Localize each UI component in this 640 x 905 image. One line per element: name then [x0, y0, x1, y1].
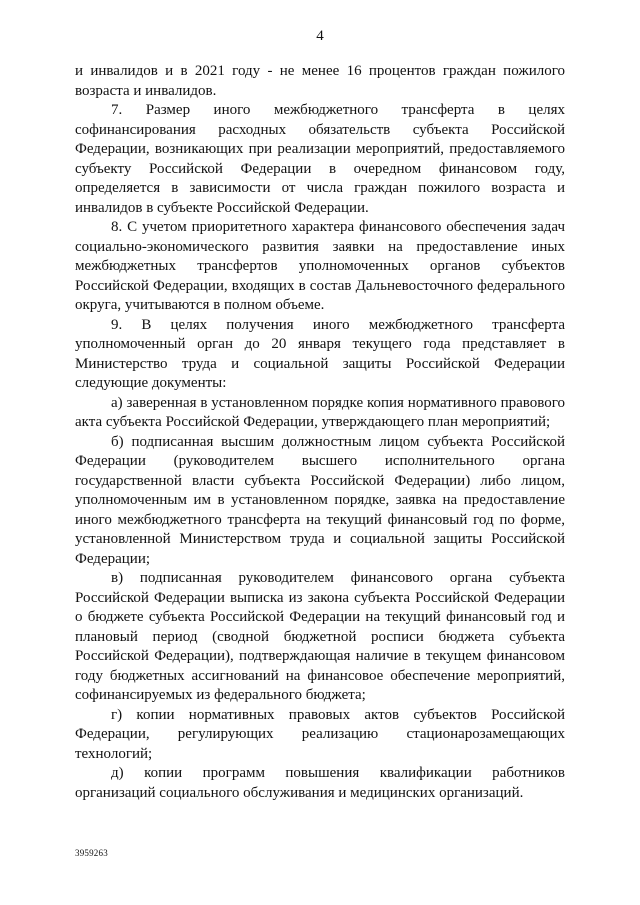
paragraph-continuation: и инвалидов и в 2021 году - не менее 16 процентов граждан пожилого возраста и инвалидов.: [75, 63, 565, 99]
page-number: 4: [316, 28, 324, 44]
paragraph-9-d: д) копии программ повышения квалификации работников организаций социального обслуживания и медицинских организаций.: [75, 765, 565, 801]
document-code: 3959263: [75, 848, 108, 858]
paragraph-9: 9. В целях получения иного межбюджетного трансферта уполномоченный орган до 20 января текущего года представляет в Министерство труда и социальной защиты Российской Федерации следующие документы:: [75, 316, 565, 391]
paragraph-9-g: г) копии нормативных правовых актов субъектов Российской Федерации, регулирующих реализацию стационарозамещающих технологий;: [75, 706, 565, 762]
document-body: [75, 62, 565, 803]
paragraph-9-a: а) заверенная в установленном порядке копия нормативного правового акта субъекта Российской Федерации, утверждающего план мероприятий;: [75, 394, 565, 430]
paragraph-8: 8. С учетом приоритетного характера финансового обеспечения задач социально-экономического развития заявки на предоставление иных межбюджетных трансфертов уполномоченных органов субъектов Российской Федерации, входящих в состав Дальневосточного федерального округа, учитываются в полном объеме.: [75, 219, 565, 313]
paragraph-9-v: в) подписанная руководителем финансового органа субъекта Российской Федерации выписка из закона субъекта Российской Федерации о бюджете субъекта Российской Федерации на текущий финансовый год и плановый период (сводной бюджетной росписи бюджета субъекта Российской Федерации), подтверждающая наличие в текущем финансовом году бюджетных ассигнований на финансовое обеспечение мероприятий, софинансируемых из федерального бюджета;: [75, 570, 565, 703]
paragraph-7: 7. Размер иного межбюджетного трансферта в целях софинансирования расходных обязательств субъекта Российской Федерации, возникающих при реализации мероприятий, предоставляемого субъекту Российской Федерации в очередном финансовом году, определяется в зависимости от числа граждан пожилого возраста и инвалидов в субъекте Российской Федерации.: [75, 102, 565, 216]
paragraph-9-b: б) подписанная высшим должностным лицом субъекта Российской Федерации (руководителем высшего исполнительного органа государственной власти субъекта Российской Федерации) либо лицом, уполномоченным им в установленном порядке, заявка на предоставление иного межбюджетного трансферта на текущий финансовый год по форме, установленной Министерством труда и социальной защиты Российской Федерации;: [75, 433, 565, 567]
